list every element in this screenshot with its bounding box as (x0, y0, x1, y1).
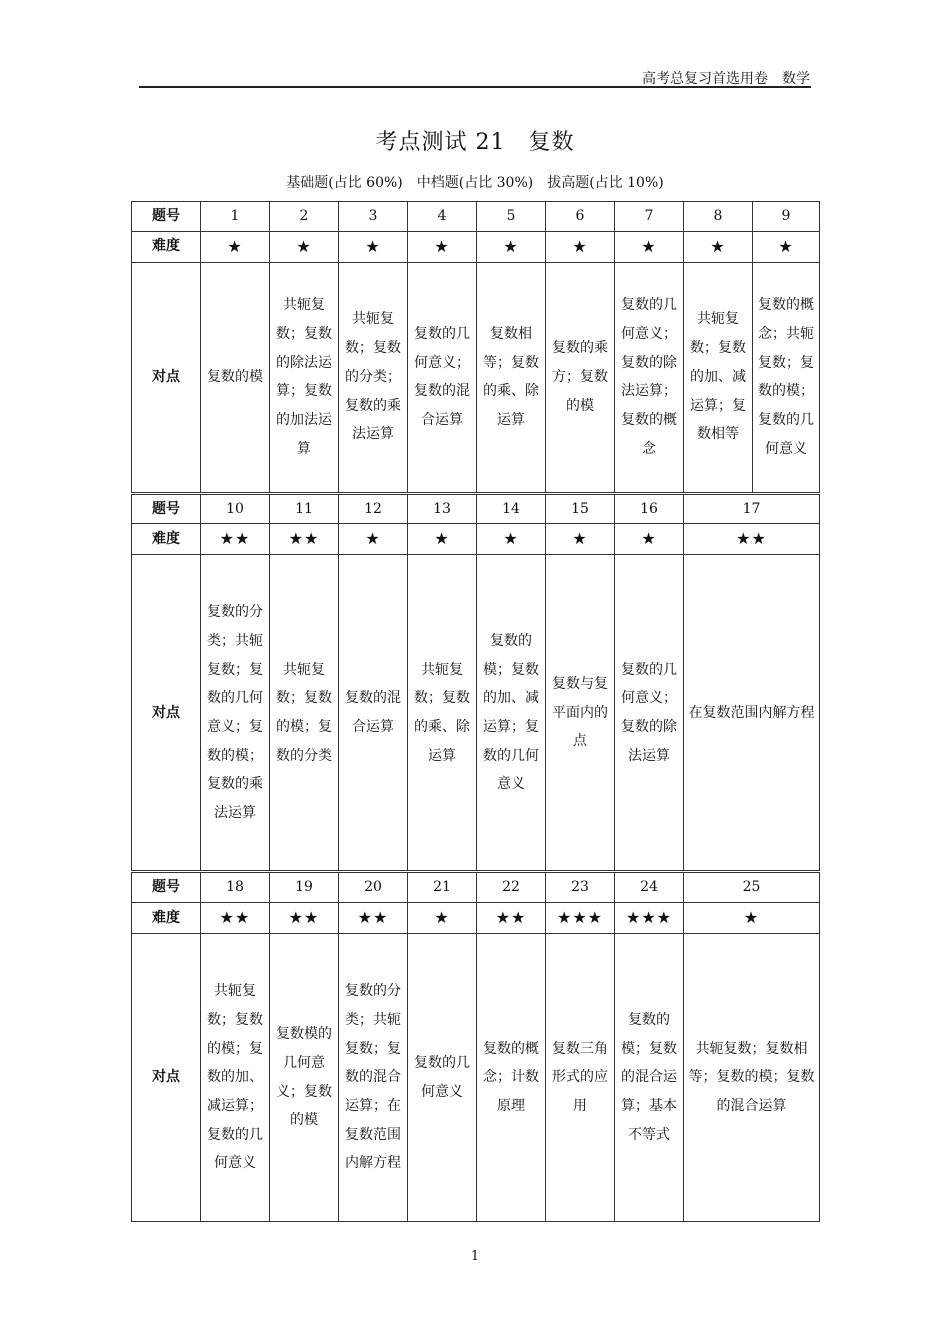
question-number: 13 (408, 493, 477, 524)
question-number: 15 (546, 493, 615, 524)
topic-cell: 复数的乘方；复数的模 (546, 262, 615, 493)
topic-row (132, 934, 820, 1222)
topic-cell: 共轭复数；复数的加、减运算；复数相等 (684, 262, 753, 493)
difficulty-row (132, 903, 820, 934)
difficulty-stars: ★★ (477, 903, 546, 934)
topic-cell: 复数模的几何意义；复数的模 (270, 934, 339, 1222)
question-number: 20 (339, 872, 408, 903)
difficulty-stars: ★ (615, 524, 684, 555)
question-number: 12 (339, 493, 408, 524)
difficulty-stars: ★★ (339, 903, 408, 934)
question-number: 22 (477, 872, 546, 903)
topic-cell: 复数的模；复数的混合运算；基本不等式 (615, 934, 684, 1222)
topic-cell: 复数的概念；共轭复数；复数的模；复数的几何意义 (753, 262, 820, 493)
topic-cell: 复数的分类；共轭复数；复数的几何意义；复数的模；复数的乘法运算 (201, 555, 270, 872)
difficulty-stars: ★ (615, 231, 684, 262)
question-number: 25 (684, 872, 820, 903)
topic-cell: 共轭复数；复数相等；复数的模；复数的混合运算 (684, 934, 820, 1222)
difficulty-stars: ★ (339, 231, 408, 262)
difficulty-stars: ★ (408, 231, 477, 262)
difficulty-stars: ★★ (270, 524, 339, 555)
difficulty-label: 难度 (132, 524, 201, 555)
topic-cell: 复数的几何意义；复数的除法运算 (615, 555, 684, 872)
question-number: 5 (477, 202, 546, 232)
question-number: 11 (270, 493, 339, 524)
topic-cell: 复数与复平面内的点 (546, 555, 615, 872)
difficulty-stars: ★ (477, 524, 546, 555)
number-row (132, 872, 820, 903)
topic-cell: 在复数范围内解方程 (684, 555, 820, 872)
number-row (132, 202, 820, 232)
difficulty-stars: ★ (684, 903, 820, 934)
topic-cell: 复数的分类；共轭复数；复数的混合运算；在复数范围内解方程 (339, 934, 408, 1222)
number-label: 题号 (132, 493, 201, 524)
topic-cell: 复数三角形式的应用 (546, 934, 615, 1222)
difficulty-row (132, 231, 820, 262)
difficulty-stars: ★ (270, 231, 339, 262)
difficulty-stars: ★ (201, 231, 270, 262)
difficulty-label: 难度 (132, 903, 201, 934)
topic-label: 对点 (132, 262, 201, 493)
topic-cell: 复数的几何意义；复数的混合运算 (408, 262, 477, 493)
difficulty-stars: ★★★ (615, 903, 684, 934)
topic-label: 对点 (132, 555, 201, 872)
number-row (132, 493, 820, 524)
question-number: 17 (684, 493, 820, 524)
question-number: 7 (615, 202, 684, 232)
difficulty-stars: ★★ (201, 903, 270, 934)
page-title: 考点测试 21 复数 (375, 130, 575, 155)
difficulty-stars: ★ (408, 524, 477, 555)
header-title: 高考总复习首选用卷 数学 (642, 71, 810, 87)
difficulty-label: 难度 (132, 231, 201, 262)
difficulty-stars: ★ (546, 231, 615, 262)
difficulty-stars: ★★ (684, 524, 820, 555)
difficulty-stars: ★★ (270, 903, 339, 934)
question-number: 16 (615, 493, 684, 524)
topic-cell: 复数的几何意义 (408, 934, 477, 1222)
difficulty-stars: ★ (753, 231, 820, 262)
difficulty-stars: ★★ (201, 524, 270, 555)
question-number: 24 (615, 872, 684, 903)
question-number: 10 (201, 493, 270, 524)
question-number: 23 (546, 872, 615, 903)
question-number: 1 (201, 202, 270, 232)
question-number: 9 (753, 202, 820, 232)
topic-cell: 复数相等；复数的乘、除运算 (477, 262, 546, 493)
topic-cell: 复数的模；复数的加、减运算；复数的几何意义 (477, 555, 546, 872)
difficulty-stars: ★★★ (546, 903, 615, 934)
difficulty-ratio: 基础题(占比 60%) 中档题(占比 30%) 拔高题(占比 10%) (286, 175, 664, 191)
header-divider (139, 86, 811, 88)
topic-row (132, 262, 820, 493)
question-number: 6 (546, 202, 615, 232)
difficulty-stars: ★ (408, 903, 477, 934)
question-number: 21 (408, 872, 477, 903)
question-number: 4 (408, 202, 477, 232)
topic-cell: 复数的混合运算 (339, 555, 408, 872)
topic-cell: 共轭复数；复数的分类；复数的乘法运算 (339, 262, 408, 493)
topic-cell: 共轭复数；复数的乘、除运算 (408, 555, 477, 872)
question-number: 18 (201, 872, 270, 903)
difficulty-stars: ★ (684, 231, 753, 262)
topic-label: 对点 (132, 934, 201, 1222)
topic-cell: 复数的概念；计数原理 (477, 934, 546, 1222)
difficulty-stars: ★ (546, 524, 615, 555)
question-number: 8 (684, 202, 753, 232)
question-number: 19 (270, 872, 339, 903)
topic-cell: 共轭复数；复数的模；复数的加、减运算；复数的几何意义 (201, 934, 270, 1222)
topic-cell: 共轭复数；复数的除法运算；复数的加法运算 (270, 262, 339, 493)
topic-table (131, 201, 820, 1222)
difficulty-stars: ★ (339, 524, 408, 555)
number-label: 题号 (132, 202, 201, 232)
number-label: 题号 (132, 872, 201, 903)
topic-cell: 复数的几何意义；复数的除法运算；复数的概念 (615, 262, 684, 493)
difficulty-stars: ★ (477, 231, 546, 262)
question-number: 2 (270, 202, 339, 232)
topic-cell: 复数的模 (201, 262, 270, 493)
difficulty-row (132, 524, 820, 555)
topic-row (132, 555, 820, 872)
question-number: 14 (477, 493, 546, 524)
topic-cell: 共轭复数；复数的模；复数的分类 (270, 555, 339, 872)
page-number: 1 (470, 1249, 480, 1264)
question-number: 3 (339, 202, 408, 232)
